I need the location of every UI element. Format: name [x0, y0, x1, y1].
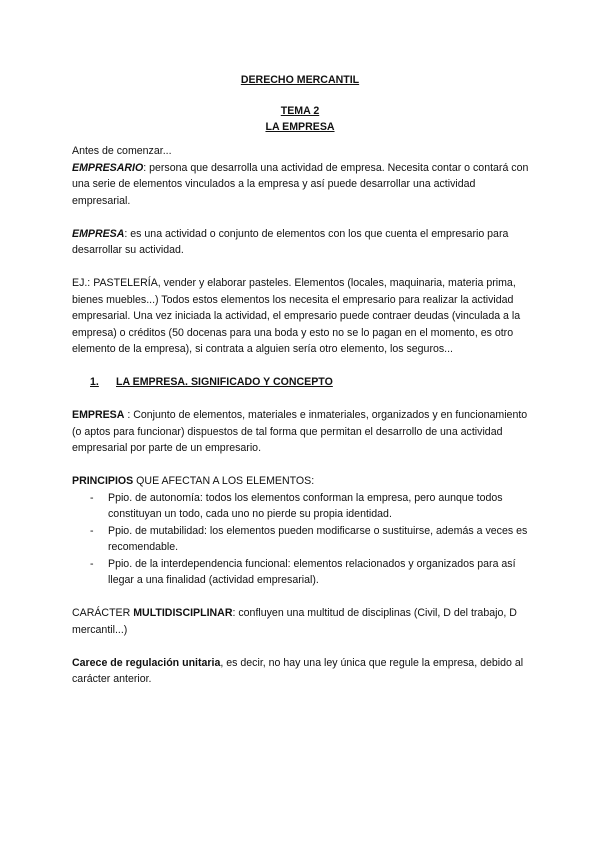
empresa-paragraph: [72, 226, 532, 259]
list-item-text: Ppio. de la interdependencia funcional: elementos relacionados y organizados para así llegar a una finalidad (actividad empresarial).: [108, 557, 516, 586]
list-bullet: -: [90, 491, 94, 504]
caracter-definition: : confluyen una multitud de disciplinas (Civil, D del trabajo, D mercantil...): [72, 607, 517, 636]
topic-title: LA EMPRESA: [265, 121, 335, 133]
empresa-concept-definition: : Conjunto de elementos, materiales e inmateriales, organizados y en funcionamiento (o aptos para funcionar) dispuestos de tal forma que permitan el desarrollo de una actividad empresarial por parte de un empresario.: [72, 409, 528, 454]
empresario-definition: : persona que desarrolla una actividad de empresa. Necesita contar o contará con una serie de elementos vinculados a la empresa y así puede desarrollar una actividad empresarial.: [72, 161, 529, 207]
section-heading: [72, 374, 532, 391]
caracter-term: MULTIDISCIPLINAR: [133, 607, 233, 619]
caracter-paragraph: [72, 605, 532, 638]
principios-heading: [72, 473, 532, 490]
empresa-concept-term: EMPRESA: [72, 409, 125, 421]
list-item: [72, 490, 532, 523]
regulacion-paragraph: [72, 655, 532, 688]
empresa-term: EMPRESA: [72, 227, 125, 240]
document-header: [0, 72, 600, 136]
empresa-concept-paragraph: [72, 407, 532, 457]
caracter-prefix: CARÁCTER: [72, 607, 134, 619]
list-item-text: Ppio. de autonomía: todos los elementos conforman la empresa, pero aunque todos constituyan un todo, cada uno no pierde su propia identidad.: [108, 491, 503, 520]
empresa-definition: : es una actividad o conjunto de elementos con los que cuenta el empresario para desarrollar su actividad.: [72, 227, 509, 256]
regulacion-term: Carece de regulación unitaria: [72, 656, 221, 669]
empresario-term: EMPRESARIO: [72, 161, 144, 174]
principios-list: [72, 490, 532, 589]
principios-term: PRINCIPIOS: [72, 475, 134, 487]
section-number: 1.: [90, 376, 99, 388]
list-item: [72, 556, 532, 589]
subject-title: DERECHO MERCANTIL: [240, 74, 360, 86]
example-paragraph: EJ.: PASTELERÍA, vender y elaborar pasteles. Elementos (locales, maquinaria, materia prima, bienes muebles...) Todos estos elementos los necesita el empresario para realizar la actividad empresarial. Una vez iniciada la actividad, el empresario puede contraer deudas (vinculada a la empresa) o créditos (50 docenas para una boda y esto no se lo pagan en el momento, es otro elemento de la empresa), si contrata a alguien sería otro elemento, los seguros...: [72, 277, 521, 355]
list-item-text: Ppio. de mutabilidad: los elementos pueden modificarse o sustituirse, además a veces es recomendable.: [108, 524, 528, 553]
list-bullet: -: [90, 557, 94, 570]
list-item: [72, 523, 532, 556]
document-body: [72, 143, 532, 688]
principios-rest: QUE AFECTAN A LOS ELEMENTOS:: [133, 475, 315, 487]
empresario-paragraph: [72, 160, 532, 210]
tema-number: TEMA 2: [280, 104, 320, 117]
list-bullet: -: [90, 524, 94, 537]
regulacion-definition: , es decir, no hay una ley única que regule la empresa, debido al carácter anterior.: [72, 656, 524, 685]
intro-lead: Antes de comenzar...: [72, 145, 172, 157]
section-title: LA EMPRESA. SIGNIFICADO Y CONCEPTO: [116, 376, 333, 388]
